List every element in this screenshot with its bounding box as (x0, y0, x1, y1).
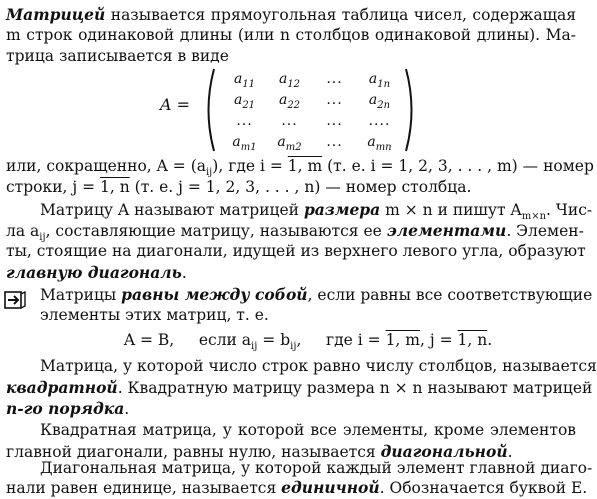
p5-line1: Матрица, у которой число строк равно числу столбцов, называется (40, 357, 597, 375)
p3-line3: ты, стоящие на диагонали, идущей из верхнего левого угла, образуют (6, 242, 586, 260)
term-elements: элементами (386, 221, 507, 240)
left-paren (202, 68, 216, 152)
p5-line3: n-го порядка. (6, 399, 130, 418)
term-order: n-го порядка (6, 399, 125, 418)
cell-amn: $a_{mn}$ (367, 133, 392, 153)
cell-dots: ... (281, 112, 298, 129)
cell-a21: $a_{21}$ (233, 91, 256, 111)
cell-a2n: $a_{2n}$ (368, 91, 391, 111)
matrix-grid (222, 68, 402, 152)
term-size: размера (303, 200, 381, 219)
cell-dots: ... (326, 133, 343, 150)
p7-line1: Диагональная матрица, у которой каждый элемент главной диаго- (40, 459, 593, 477)
cell-a11: $a_{11}$ (233, 70, 256, 90)
cell-dots: ... (236, 112, 253, 129)
cell-a12: $a_{12}$ (278, 70, 301, 90)
p3-line4: главную диагональ. (6, 263, 187, 282)
term-diagonal: диагональной (380, 442, 508, 461)
book-arrow-icon (4, 290, 26, 310)
cell-dots: ... (326, 91, 343, 108)
right-paren (404, 68, 418, 152)
term-equal: равны между собой (121, 285, 308, 304)
p3-line2: ла $a_{ij}$, составляющие матрицу, называются ее элементами. Элемен- (6, 221, 584, 244)
term-square: квадратной (6, 378, 118, 397)
cell-am1: $a_{m1}$ (232, 133, 257, 153)
p3-line1: Матрицу A называют матрицей размера m × n и пишут $A_{m\times n}$. Чис- (40, 200, 593, 223)
p1-line3: трица записывается в виде (6, 47, 229, 65)
term-identity: единичной (281, 478, 380, 497)
p6-line2: главной диагонали, равны нулю, называется диагональной. (6, 442, 513, 461)
cell-am2: $a_{m2}$ (277, 133, 302, 153)
matrix-lhs: A = (160, 95, 191, 114)
p4-equation: A = B, если $a_{ij} = b_{ij}$, где i = 1, m, j = 1, n. (123, 331, 493, 353)
p4-line1: Матрицы равны между собой, если равны все соответствующие (40, 285, 593, 304)
p2-line1: или, сокращенно, $A = (a_{ij})$, где i = 1, m (т. е. i = 1, 2, 3, . . . , m) — номер (6, 157, 594, 179)
term-matrix: Матрицей (6, 5, 106, 24)
p1-line1: Матрицей называется прямоугольная таблица чисел, содержащая (6, 5, 576, 24)
p5-line2: квадратной. Квадратную матрицу размера n × n называют матрицей (6, 378, 593, 397)
cell-a22: $a_{22}$ (278, 91, 301, 111)
p6-line1: Квадратная матрица, у которой все элементы, кроме элементов (40, 421, 576, 439)
matrix-display (160, 68, 420, 154)
p4-line2: элементы этих матриц, т. е. (40, 306, 269, 324)
cell-dots: ... (326, 112, 343, 129)
p2-line2: строки, j = 1, n (т. е. j = 1, 2, 3, . . . , n) — номер столбца. (6, 178, 472, 196)
cell-dots: ... (326, 70, 343, 87)
cell-a1n: $a_{1n}$ (368, 70, 391, 90)
p1-line2: m строк одинаковой длины (или n столбцов одинаковой длины). Ма- (6, 26, 576, 44)
term-main-diagonal: главную диагональ (6, 263, 182, 282)
cell-dots: .... (368, 112, 391, 129)
p7-line2: нали равен единице, называется единичной. Обозначается буквой E. (6, 478, 588, 497)
